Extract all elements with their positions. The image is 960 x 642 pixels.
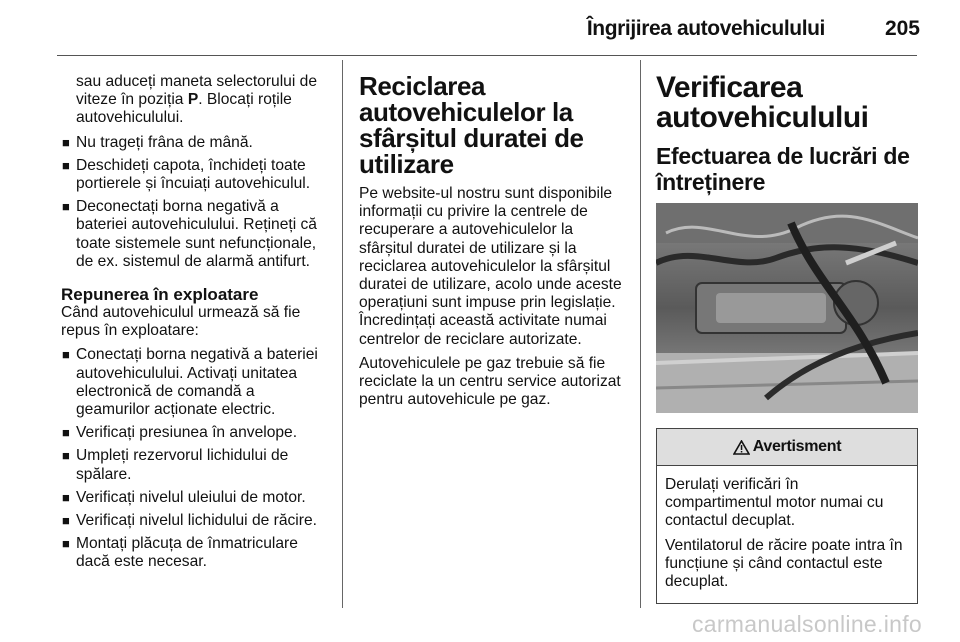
list-item: ■ Verificați nivelul lichidului de răcire.: [62, 512, 317, 530]
warning-title: Avertisment: [752, 437, 842, 455]
header-rule: [57, 55, 917, 56]
warning-paragraph-2: Ventilatorul de răcire poate intra în funcțiune și când contactul este decuplat.: [665, 536, 903, 591]
list-item: ■ Deschideți capota, închideți toate portierele și încuiați autovehiculul.: [62, 156, 311, 193]
storage-bullets: [61, 134, 327, 271]
warning-paragraph-1: Derulați verificări în compartimentul motor numai cu contactul decuplat.: [665, 476, 884, 530]
list-item: ■ Umpleți rezervorul lichidului de spălare.: [62, 447, 289, 483]
watermark: carmanualsonline.info: [691, 611, 922, 637]
recycling-paragraph-2: Autovehiculele pe gaz trebuie să fie reciclate la un centru service autorizat pentru autovehicule pe gaz.: [359, 354, 621, 409]
bullet-icon: ■: [62, 157, 70, 173]
recycling-heading: Reciclarea autovehiculelor la sfârșitul duratei de utilizare: [359, 71, 584, 179]
column-2: [359, 73, 625, 415]
bullet-icon: ■: [62, 199, 70, 215]
header-title: Îngrijirea autovehiculului: [586, 17, 825, 40]
list-item: ■ Deconectați borna negativă a bateriei autovehiculului. Rețineți că toate sistemele sunt nefuncționale, de ex. sistemul de alarmă antifurt.: [62, 198, 317, 270]
column-1: [61, 73, 327, 577]
bullet-icon: ■: [62, 425, 70, 441]
list-item: ■ Verificați nivelul uleiului de motor.: [62, 488, 306, 506]
bullet-icon: ■: [62, 134, 70, 150]
maintenance-heading: Efectuarea de lucrări de întreținere: [656, 143, 910, 195]
chapter-heading: Verificarea autovehiculului: [656, 71, 869, 134]
intro-paragraph: sau aduceți maneta selectorului de viteze în poziția P. Blocați roțile autovehiculului.: [76, 73, 317, 127]
warning-header: [657, 429, 917, 466]
list-item: ■ Verificați presiunea în anvelope.: [62, 424, 298, 442]
warning-triangle-icon: [733, 440, 750, 455]
list-item: ■ Montați plăcuța de înmatriculare dacă este necesar.: [62, 535, 298, 571]
bullet-icon: ■: [62, 347, 70, 363]
bullet-icon: ■: [62, 513, 70, 529]
recommission-bullets: [61, 346, 327, 571]
engine-compartment-photo: [656, 203, 918, 413]
warning-box: [656, 428, 918, 604]
bullet-icon: ■: [62, 448, 70, 464]
section-paragraph: Când autovehiculul urmează să fie repus în exploatare:: [61, 304, 301, 340]
list-item: ■ Nu trageți frâna de mână.: [62, 133, 253, 151]
column-divider-right: [640, 60, 641, 608]
page-number: 205: [884, 17, 920, 40]
bullet-icon: ■: [62, 489, 70, 505]
list-item: ■ Conectați borna negativă a bateriei autovehiculului. Activați unitatea electronică de comandă a geamurilor acționate electric.: [62, 346, 318, 419]
recycling-paragraph-1: Pe website-ul nostru sunt disponibile informații cu privire la centrele de recuperare a autovehiculelor la sfârșitul duratei de utilizare și la reciclarea autovehiculelor la sfârșitul duratei de utilizare, acolo unde aceste operațiuni sunt impuse prin legislație. Încredințați această activitate numai centrelor de reciclare autorizate.: [359, 185, 622, 348]
column-3: [656, 73, 918, 604]
bullet-icon: ■: [62, 536, 70, 552]
section-heading: Repunerea în exploatare: [61, 285, 259, 305]
warning-body: [657, 466, 917, 603]
column-divider-left: [342, 60, 343, 608]
